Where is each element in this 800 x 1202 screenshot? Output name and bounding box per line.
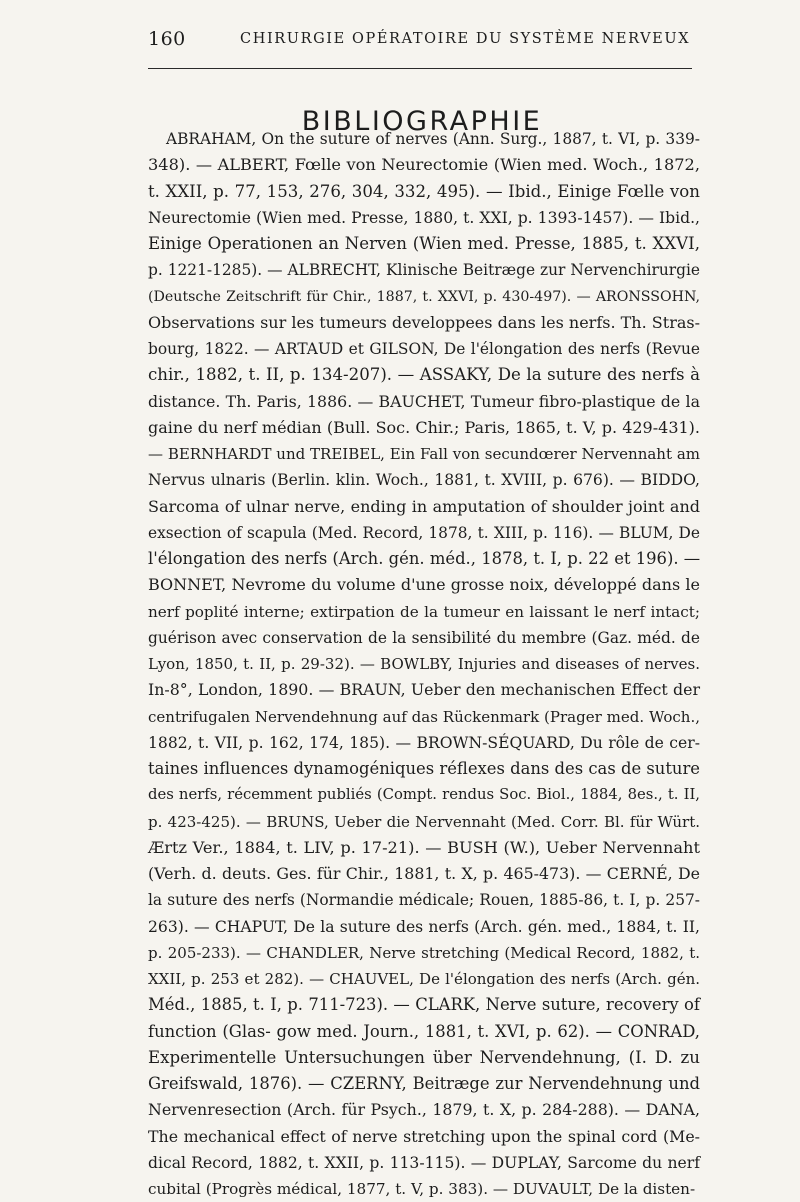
text-line: taines influences dynamogéniques réflexes dans des cas de suture — [148, 759, 700, 778]
text-line: 1882, t. VII, p. 162, 174, 185). — BROWN-SÉQUARD, Du rôle de cer- — [148, 733, 700, 752]
text-line: cubital (Progrès médical, 1877, t. V, p. 383). — DUVAULT, De la disten- — [148, 1180, 696, 1198]
text-line: centrifugalen Nervendehnung auf das Rückenmark (Prager med. Woch., — [148, 707, 700, 726]
text-line: Greifswald, 1876). — CZERNY, Beitræge zur Nervendehnung und — [148, 1074, 700, 1093]
text-line: (Verh. d. deuts. Ges. für Chir., 1881, t. X, p. 465-473). — CERNÉ, De — [148, 864, 700, 883]
text-line: t. XXII, p. 77, 153, 276, 304, 332, 495). — Ibid., Einige Fœlle von — [148, 181, 700, 201]
page-number: 160 — [148, 28, 186, 50]
header-rule — [148, 68, 692, 69]
text-line: p. 205-233). — CHANDLER, Nerve stretching (Medical Record, 1882, t. — [148, 943, 700, 962]
text-line: l'élongation des nerfs (Arch. gén. méd., 1878, t. I, p. 22 et 196). — — [148, 549, 701, 568]
text-line: Nervenresection (Arch. für Psych., 1879, t. X, p. 284-288). — DANA, — [148, 1100, 700, 1120]
text-line: Sarcoma of ulnar nerve, ending in amputation of shoulder joint and — [148, 496, 700, 516]
text-line: Einige Operationen an Nerven (Wien med. Presse, 1885, t. XXVI, — [148, 234, 700, 253]
text-line: dical Record, 1882, t. XXII, p. 113-115). — DUPLAY, Sarcome du nerf — [148, 1153, 700, 1172]
text-line: The mechanical effect of nerve stretching upon the spinal cord (Me- — [148, 1126, 700, 1146]
text-line: distance. Th. Paris, 1886. — BAUCHET, Tumeur fibro-plastique de la — [148, 391, 700, 411]
text-line: Méd., 1885, t. I, p. 711-723). — CLARK, Nerve suture, recovery of — [148, 995, 700, 1015]
section-title: BIBLIOGRAPHIE — [301, 106, 543, 138]
text-line: Neurectomie (Wien med. Presse, 1880, t. XXI, p. 1393-1457). — Ibid., — [148, 208, 700, 227]
text-line: Lyon, 1850, t. II, p. 29-32). — BOWLBY, Injuries and diseases of nerves. — [148, 655, 700, 673]
text-line: Experimentelle Untersuchungen über Nervendehnung, (I. D. zu — [148, 1047, 700, 1067]
text-line: gaine du nerf médian (Bull. Soc. Chir.; Paris, 1865, t. V, p. 429-431). — [148, 417, 700, 437]
page-header — [148, 28, 696, 56]
text-line: Nervus ulnaris (Berlin. klin. Woch., 1881, t. XVIII, p. 676). — BIDDO, — [148, 471, 700, 490]
text-line: function (Glas- gow med. Journ., 1881, t. XVI, p. 62). — CONRAD, — [148, 1021, 700, 1041]
text-line: chir., 1882, t. II, p. 134-207). — ASSAKY, De la suture des nerfs à — [148, 365, 700, 385]
text-line: p. 423-425). — BRUNS, Ueber die Nervennaht (Med. Corr. Bl. für Würt. — [148, 812, 700, 831]
text-line: nerf poplité interne; extirpation de la tumeur en laissant le nerf intact; — [148, 602, 700, 621]
text-line: bourg, 1822. — ARTAUD et GILSON, De l'élongation des nerfs (Revue — [148, 340, 700, 358]
text-line: Ærtz Ver., 1884, t. LIV, p. 17-21). — BUSH (W.), Ueber Nervennaht — [148, 837, 700, 857]
text-line: — BERNHARDT und TREIBEL, Ein Fall von secundœrer Nervennaht am — [148, 445, 700, 463]
text-line: exsection of scapula (Med. Record, 1878, t. XIII, p. 116). — BLUM, De — [148, 523, 700, 542]
text-line: 263). — CHAPUT, De la suture des nerfs (Arch. gén. med., 1884, t. II, — [148, 917, 700, 936]
text-line: ABRAHAM, On the suture of nerves (Ann. Surg., 1887, t. VI, p. 339- — [166, 130, 700, 148]
bibliography-text — [148, 126, 700, 1202]
text-line: guérison avec conservation de la sensibilité du membre (Gaz. méd. de — [148, 628, 700, 647]
text-line: la suture des nerfs (Normandie médicale; Rouen, 1885-86, t. I, p. 257- — [148, 891, 700, 910]
text-line: 348). — ALBERT, Fœlle von Neurectomie (Wien med. Woch., 1872, — [148, 155, 700, 175]
text-line: des nerfs, récemment publiés (Compt. rendus Soc. Biol., 1884, 8es., t. II, — [148, 786, 700, 804]
text-line: XXII, p. 253 et 282). — CHAUVEL, De l'élongation des nerfs (Arch. gén. — [148, 970, 700, 988]
text-line: BONNET, Nevrome du volume d'une grosse noix, développé dans le — [148, 575, 700, 595]
text-line: In-8°, London, 1890. — BRAUN, Ueber den mechanischen Effect der — [148, 680, 700, 700]
text-line: Observations sur les tumeurs developpees dans les nerfs. Th. Stras- — [148, 312, 700, 332]
text-line: (Deutsche Zeitschrift für Chir., 1887, t. XXVI, p. 430-497). — ARONSSOHN, — [148, 288, 700, 305]
text-line: p. 1221-1285). — ALBRECHT, Klinische Beitræge zur Nervenchirurgie — [148, 261, 700, 280]
running-head: CHIRURGIE OPÉRATOIRE DU SYSTÈME NERVEUX — [240, 31, 691, 47]
